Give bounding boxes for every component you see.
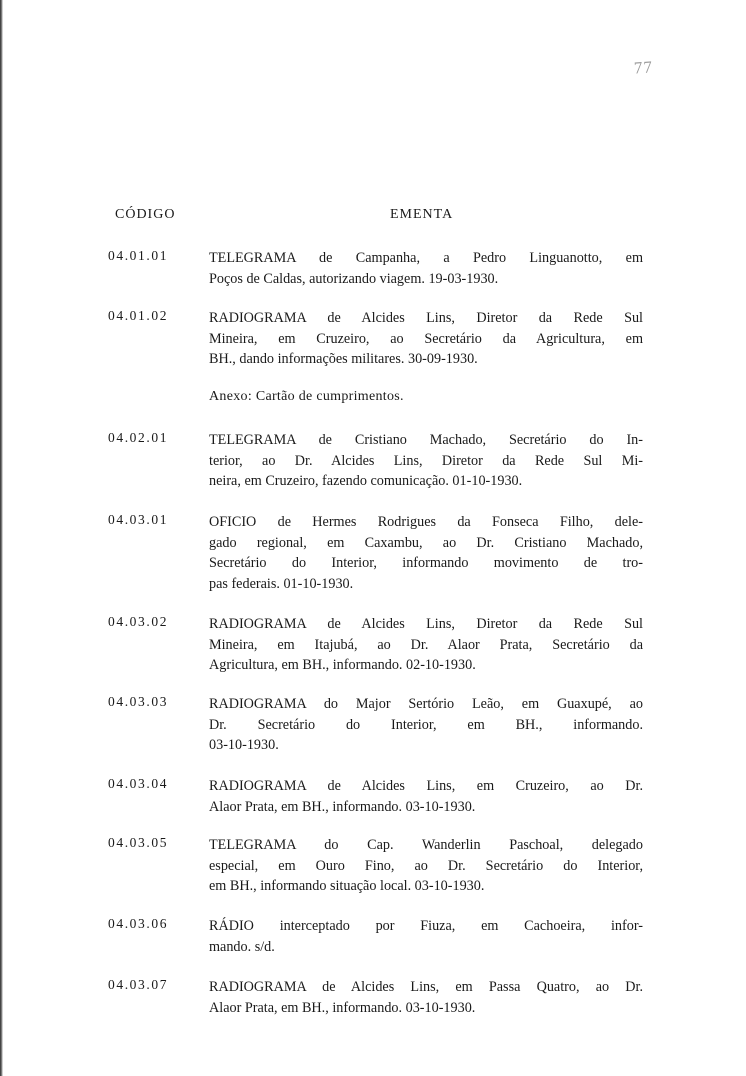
summary-line: Mineira, em Cruzeiro, ao Secretário da Agricultura, em	[209, 330, 643, 347]
summary-line: 03-10-1930.	[209, 737, 279, 753]
summary-line: RADIOGRAMA de Alcides Lins, em Cruzeiro, ao Dr.	[209, 778, 643, 794]
summary-line: TELEGRAMA de Campanha, a Pedro Linguanotto, em	[209, 250, 643, 266]
summary-line: mando. s/d.	[209, 938, 275, 955]
summary-line: neira, em Cruzeiro, fazendo comunicação. 01-10-1930.	[209, 473, 523, 489]
entry-summary	[209, 776, 643, 817]
summary-line: RADIOGRAMA do Major Sertório Leão, em Guaxupé, ao	[209, 696, 643, 712]
entry-code: 04.02.01	[108, 430, 169, 445]
summary-line: OFICIO de Hermes Rodrigues da Fonseca Filho, dele-	[209, 514, 643, 530]
summary-line: TELEGRAMA de Cristiano Machado, Secretário do In-	[209, 432, 643, 448]
entry-summary	[209, 308, 643, 370]
column-header-code: CÓDIGO	[115, 207, 176, 222]
summary-line: RÁDIO interceptado por Fiuza, em Cachoeira, infor-	[209, 918, 643, 934]
entry-summary	[209, 916, 643, 957]
summary-line: gado regional, em Caxambu, ao Dr. Cristiano Machado,	[209, 534, 643, 551]
summary-line: TELEGRAMA do Cap. Wanderlin Paschoal, delegado	[209, 837, 643, 853]
summary-line: Secretário do Interior, informando movimento de tro-	[209, 555, 643, 571]
summary-line: Mineira, em Itajubá, ao Dr. Alaor Prata, Secretário da	[209, 636, 643, 653]
summary-line: RADIOGRAMA de Alcides Lins, Diretor da Rede Sul	[209, 310, 643, 326]
entry-summary	[209, 248, 643, 289]
page-scan-edge	[0, 0, 3, 1076]
summary-line: terior, ao Dr. Alcides Lins, Diretor da Rede Sul Mi-	[209, 452, 643, 469]
summary-line: pas federais. 01-10-1930.	[209, 575, 354, 592]
entry-summary	[209, 977, 643, 1018]
entry-summary	[209, 694, 643, 756]
entry-summary	[209, 614, 643, 676]
entry-code: 04.03.06	[108, 916, 169, 931]
entry-summary	[209, 430, 643, 492]
summary-line: BH., dando informações militares. 30-09-1930.	[209, 351, 478, 367]
entry-summary	[209, 835, 643, 897]
summary-line: especial, em Ouro Fino, ao Dr. Secretário do Interior,	[209, 857, 643, 874]
summary-line: RADIOGRAMA de Alcides Lins, em Passa Quatro, ao Dr.	[209, 979, 643, 995]
entry-summary	[209, 512, 643, 594]
entry-code: 04.03.05	[108, 835, 169, 850]
entry-code: 04.01.02	[108, 308, 169, 323]
summary-line: RADIOGRAMA de Alcides Lins, Diretor da Rede Sul	[209, 616, 643, 632]
page-number-mark: 77	[633, 57, 654, 78]
entry-annex: Anexo: Cartão de cumprimentos.	[209, 389, 404, 404]
summary-line: Poços de Caldas, autorizando viagem. 19-03-1930.	[209, 270, 499, 287]
summary-line: Dr. Secretário do Interior, em BH., informando.	[209, 716, 643, 733]
summary-line: Alaor Prata, em BH., informando. 03-10-1930.	[209, 999, 476, 1016]
entry-code: 04.01.01	[108, 248, 169, 263]
entry-code: 04.03.01	[108, 512, 169, 527]
summary-line: Alaor Prata, em BH., informando. 03-10-1930.	[209, 798, 476, 815]
entry-code: 04.03.07	[108, 977, 169, 992]
column-header-summary: EMENTA	[390, 207, 454, 222]
entry-code: 04.03.03	[108, 694, 169, 709]
entry-code: 04.03.04	[108, 776, 169, 791]
entry-code: 04.03.02	[108, 614, 169, 629]
summary-line: Agricultura, em BH., informando. 02-10-1930.	[209, 657, 476, 673]
summary-line: em BH., informando situação local. 03-10-1930.	[209, 878, 485, 894]
